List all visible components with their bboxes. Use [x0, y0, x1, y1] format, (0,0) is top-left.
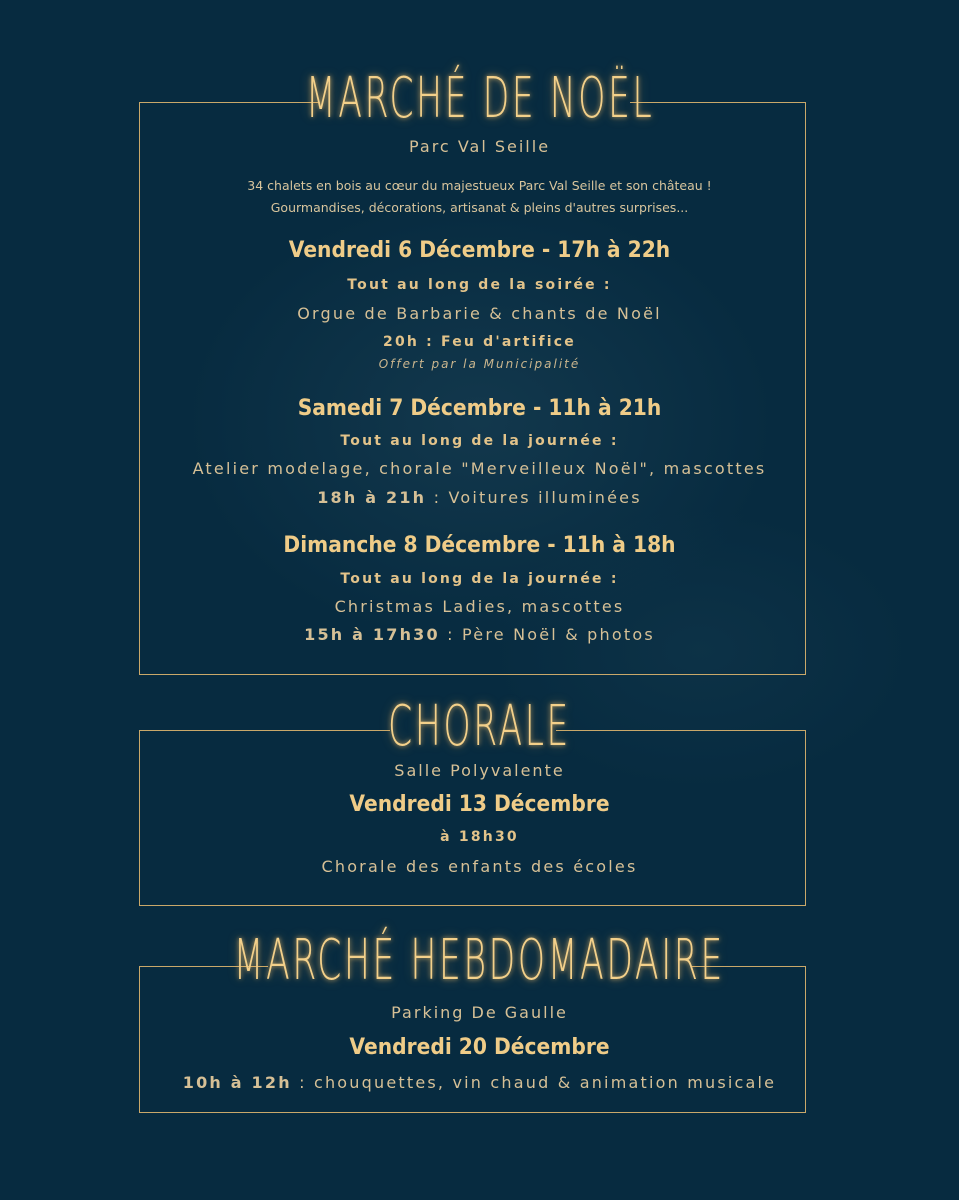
day-subheading: Tout au long de la journée : [340, 433, 619, 449]
chorale-frame [139, 730, 806, 906]
day-heading-vendredi-6: Vendredi 6 Décembre - 17h à 22h [288, 238, 671, 263]
chorale-venue: Salle Polyvalente [394, 761, 565, 780]
chorale-title: CHORALE [388, 694, 571, 759]
marche-hebdo-time-bold: 10h à 12h [182, 1073, 292, 1092]
marche-hebdo-title: MARCHÉ HEBDOMADAIRE [233, 928, 726, 993]
day-time-line [0, 625, 959, 644]
day-time-bold: 18h à 21h [317, 488, 427, 507]
day-heading-samedi-7: Samedi 7 Décembre - 11h à 21h [297, 396, 662, 421]
fireworks-note: Offert par la Municipalité [378, 357, 581, 371]
marche-hebdo-venue: Parking De Gaulle [391, 1003, 568, 1022]
day-time-text: : Voitures illuminées [426, 488, 642, 507]
fireworks-time: 20h : Feu d'artifice [383, 334, 576, 350]
chorale-time: à 18h30 [440, 829, 519, 845]
day-time-line [0, 488, 959, 507]
day-time-bold: 15h à 17h30 [304, 625, 440, 644]
marche-noel-intro-1: 34 chalets en bois au cœur du majestueux Parc Val Seille et son château ! [247, 178, 712, 193]
day-activity: Atelier modelage, chorale "Merveilleux Noël", mascottes [192, 459, 767, 478]
day-heading-dimanche-8: Dimanche 8 Décembre - 11h à 18h [283, 533, 676, 558]
marche-hebdo-time-line [0, 1073, 959, 1092]
day-time-text: : Père Noël & photos [439, 625, 655, 644]
chorale-activity: Chorale des enfants des écoles [321, 857, 638, 876]
marche-hebdo-heading: Vendredi 20 Décembre [349, 1035, 610, 1060]
day-activity: Christmas Ladies, mascottes [334, 597, 625, 616]
day-subheading: Tout au long de la journée : [340, 571, 619, 587]
marche-noel-intro-2: Gourmandises, décorations, artisanat & pleins d'autres surprises... [270, 200, 689, 215]
marche-noel-venue: Parc Val Seille [408, 137, 551, 156]
day-subheading: Tout au long de la soirée : [347, 277, 612, 293]
chorale-heading: Vendredi 13 Décembre [349, 792, 610, 817]
marche-noel-title: MARCHÉ DE NOËL [305, 66, 654, 131]
day-activity: Orgue de Barbarie & chants de Noël [297, 304, 662, 323]
marche-hebdo-time-text: : chouquettes, vin chaud & animation musicale [291, 1073, 777, 1092]
